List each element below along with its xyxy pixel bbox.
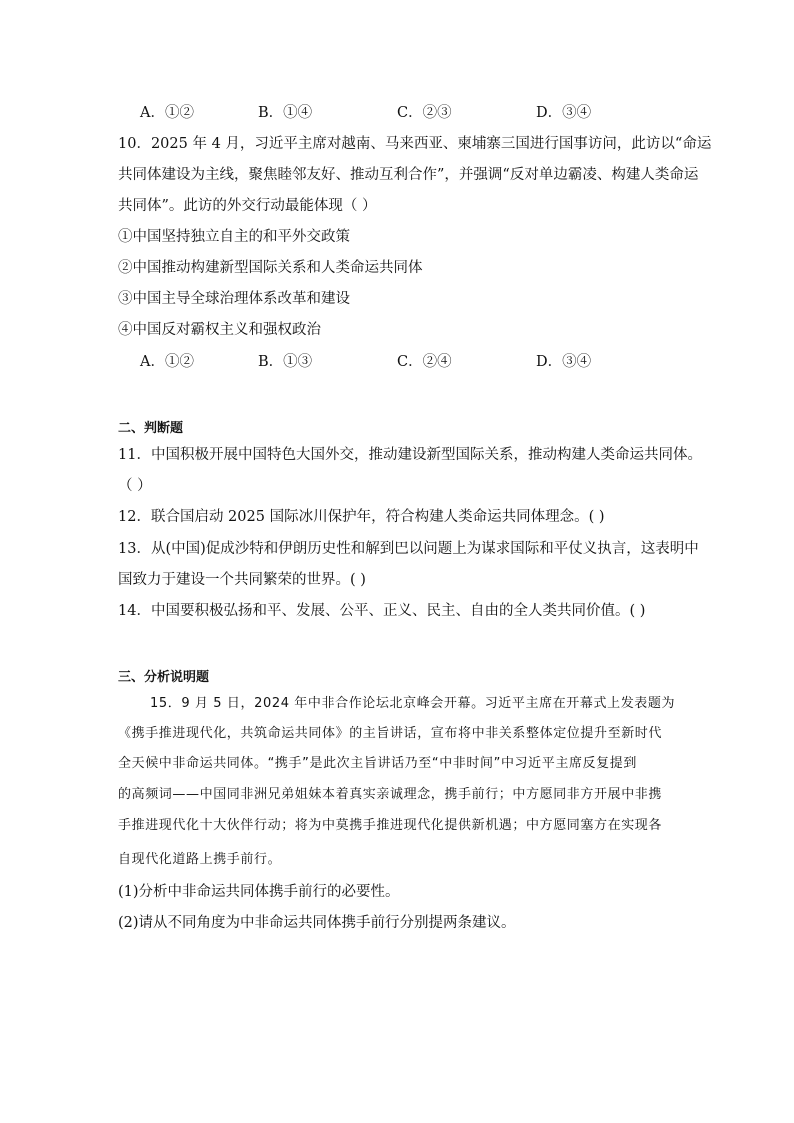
q11-answer-blank: （ ） (118, 478, 152, 494)
q9-option-a: A．①② (140, 105, 194, 121)
q15-line-6: 自现代化道路上携手前行。 (118, 852, 282, 867)
q15-line-3: 全天候中非命运共同体。“携手”是此次主旨讲话乃至“中非时间”中习近平主席反复提到 (118, 756, 637, 771)
q15-line-4: 的高频词——中国同非洲兄弟姐妹本着真实亲诚理念，携手前行；中方愿同非方开展中非携 (118, 787, 663, 802)
q10-statement-1: ①中国坚持独立自主的和平外交政策 (118, 229, 350, 245)
q10-option-c: C．②④ (397, 354, 452, 370)
q9-option-c: C．②③ (397, 105, 452, 121)
q15-line-1: 15．9 月 5 日，2024 年中非合作论坛北京峰会开幕。习近平主席在开幕式上发表题为 (150, 696, 676, 711)
q10-stem-line-1: 10．2025 年 4 月，习近平主席对越南、马来西亚、柬埔寨三国进行国事访问，此访以“命运 (118, 136, 712, 152)
q10-option-d: D．③④ (536, 354, 592, 370)
q10-stem-line-2: 共同体建设为主线，聚焦睦邻友好、推动互利合作”，并强调“反对单边霸凌、构建人类命运 (118, 167, 699, 183)
q9-option-d: D．③④ (536, 105, 592, 121)
q15-line-5: 手推进现代化十大伙伴行动；将为中莫携手推进现代化提供新机遇；中方愿同塞方在实现各 (118, 818, 663, 833)
q10-option-a: A．①② (140, 354, 194, 370)
q9-option-b: B．①④ (258, 105, 313, 121)
section-2-title: 二、判断题 (118, 421, 184, 436)
q14-text: 14．中国要积极弘扬和平、发展、公平、正义、民主、自由的全人类共同价值。( ) (118, 603, 646, 619)
q11-text: 11．中国积极开展中国特色大国外交，推动建设新型国际关系，推动构建人类命运共同体。 (118, 447, 702, 463)
q15-line-2: 《携手推进现代化，共筑命运共同体》的主旨讲话，宣布将中非关系整体定位提升至新时代 (118, 726, 663, 741)
q10-stem-line-3: 共同体”。此访的外交行动最能体现（ ） (118, 198, 377, 214)
q13-line-1: 13．从(中国)促成沙特和伊朗历史性和解到巴以问题上为谋求国际和平仗义执言，这表明中 (118, 541, 699, 557)
q10-option-b: B．①③ (258, 354, 313, 370)
q12-text: 12．联合国启动 2025 国际冰川保护年，符合构建人类命运共同体理念。( ) (118, 509, 605, 525)
section-3-title: 三、分析说明题 (118, 670, 210, 685)
q10-statement-4: ④中国反对霸权主义和强权政治 (118, 322, 321, 338)
q15-sub-question-2: (2)请从不同角度为中非命运共同体携手前行分别提两条建议。 (118, 915, 516, 931)
q13-line-2: 国致力于建设一个共同繁荣的世界。( ) (118, 572, 366, 588)
q15-sub-question-1: (1)分析中非命运共同体携手前行的必要性。 (118, 884, 400, 900)
q10-statement-3: ③中国主导全球治理体系改革和建设 (118, 291, 350, 307)
q10-statement-2: ②中国推动构建新型国际关系和人类命运共同体 (118, 260, 423, 276)
